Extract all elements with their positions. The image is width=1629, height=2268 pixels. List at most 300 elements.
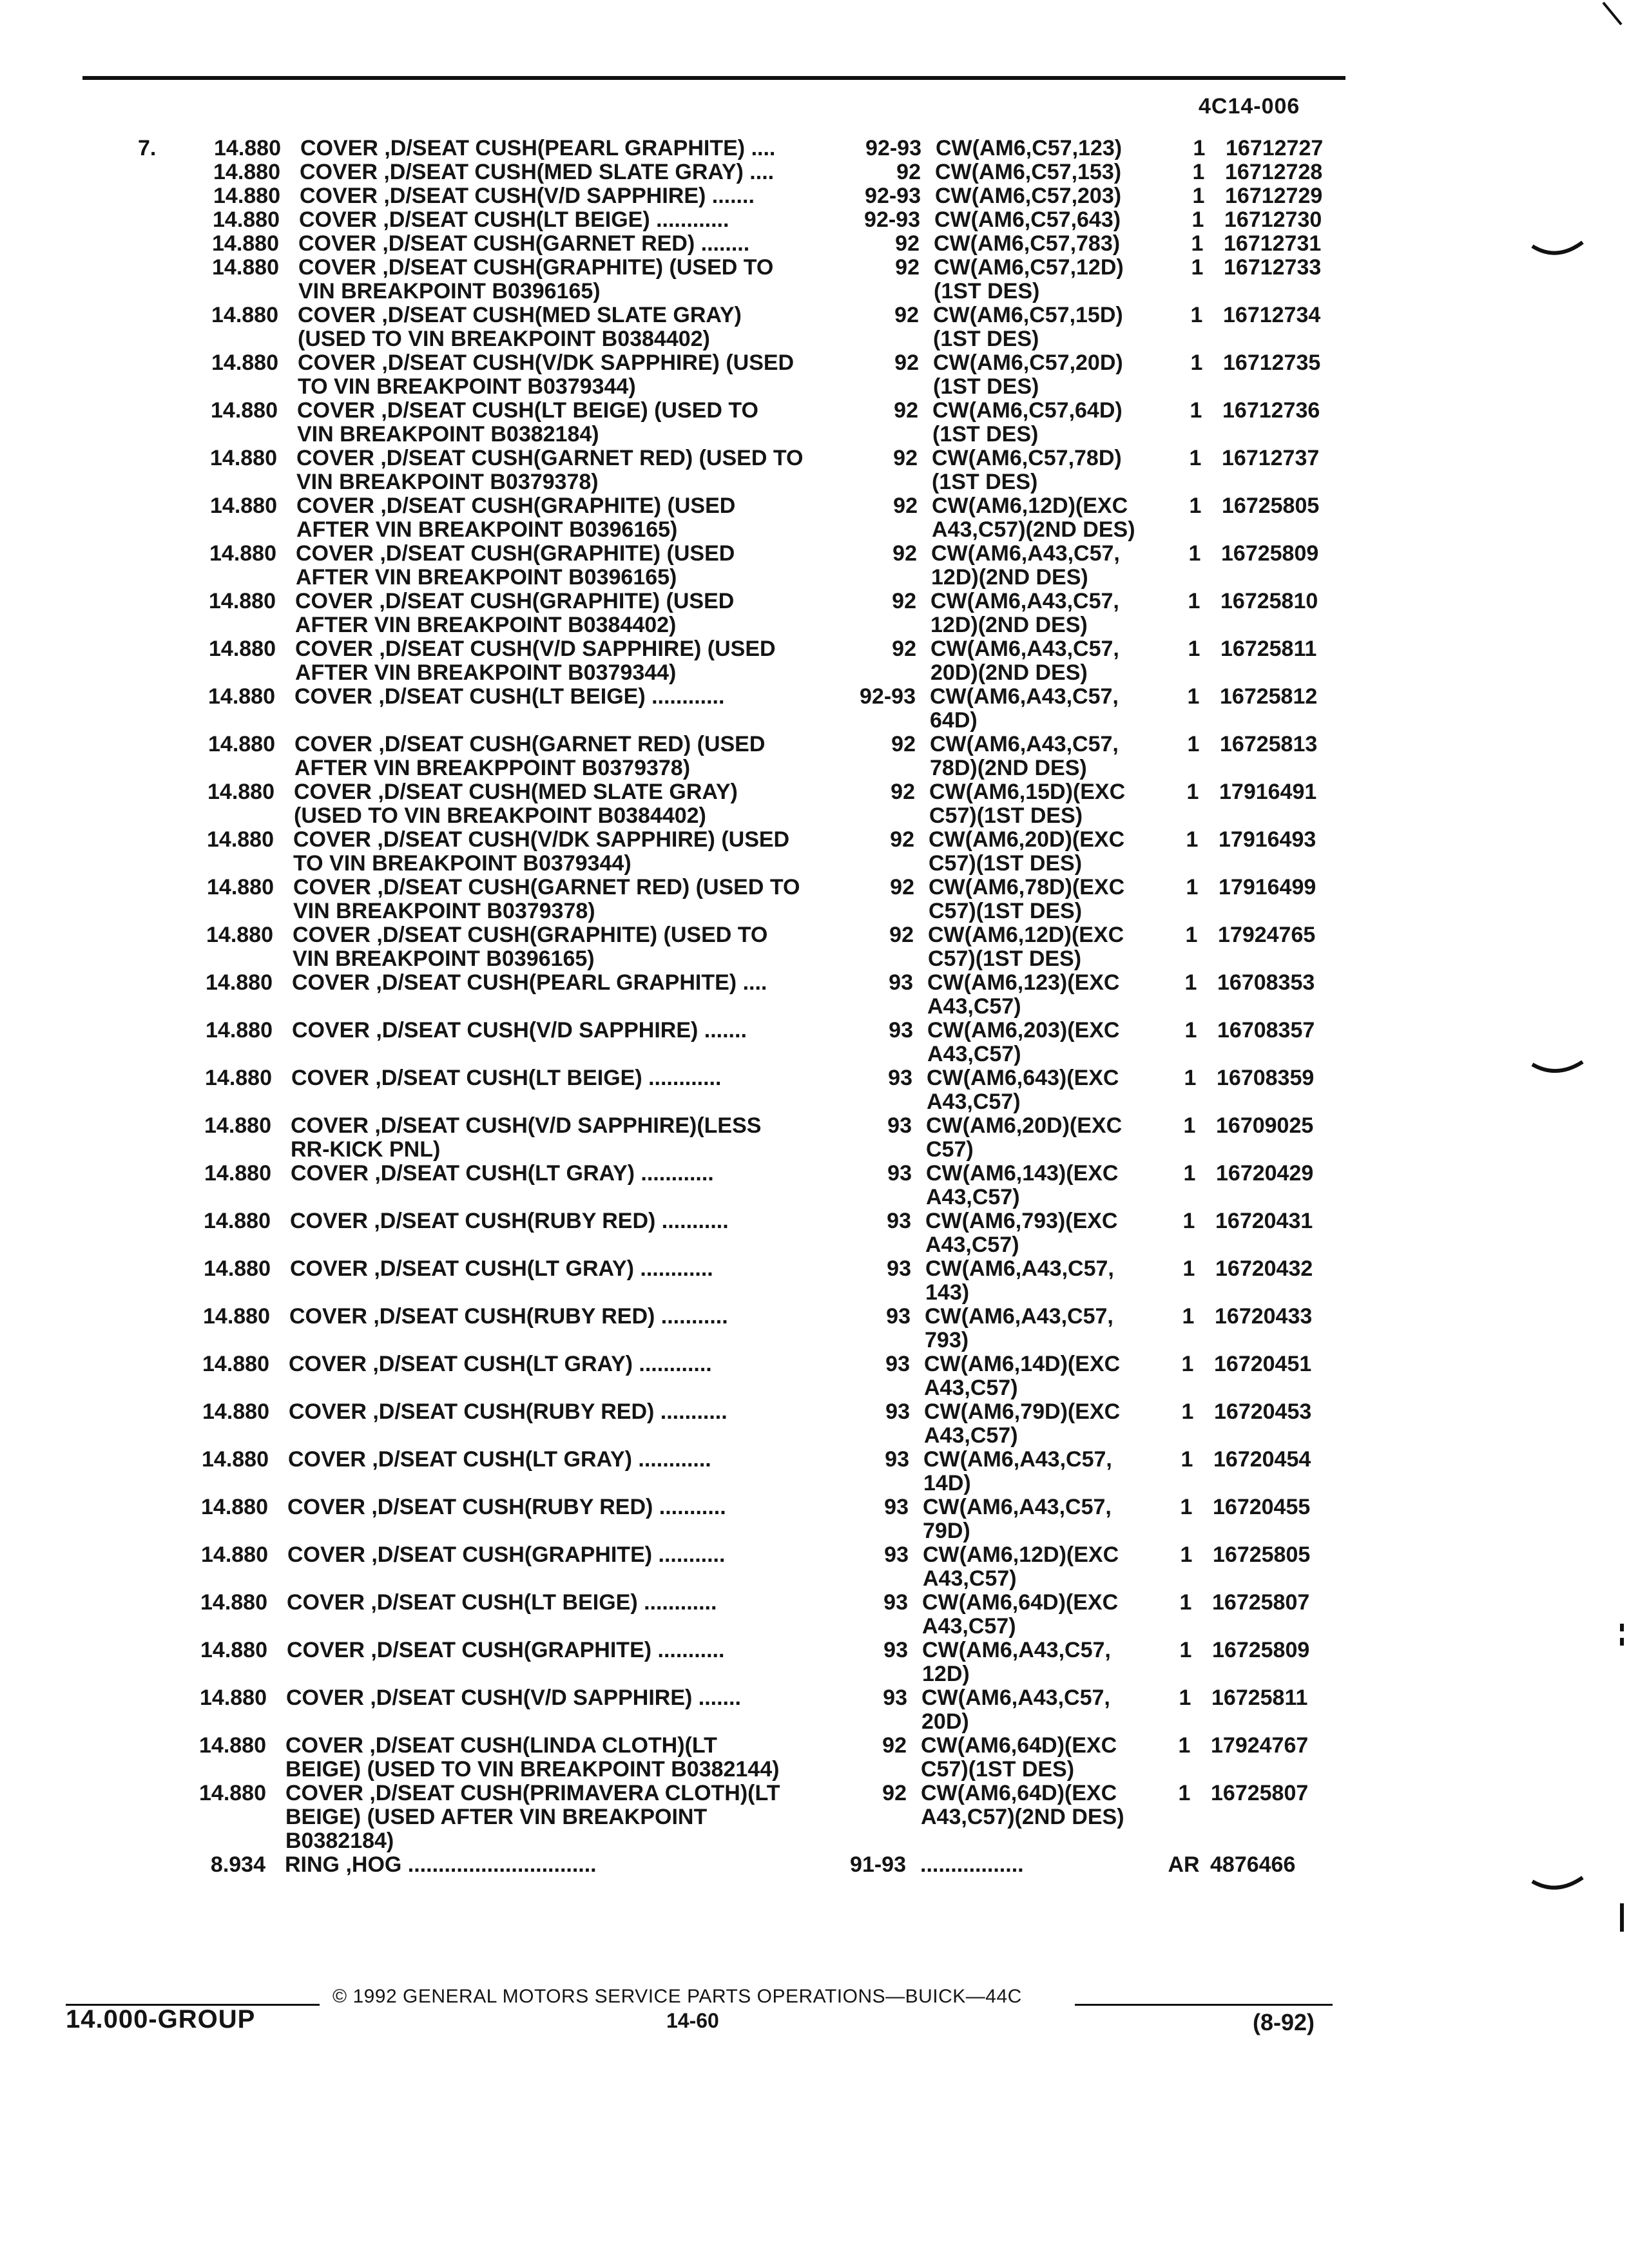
usage-code: CW(AM6,143)(EXC — [926, 1161, 1119, 1186]
model-year: 93 — [888, 1066, 912, 1090]
quantity: 1 — [1182, 1256, 1195, 1281]
part-number: 16712737 — [1222, 446, 1320, 470]
usage-code: CW(AM6,C57,78D) — [932, 446, 1122, 470]
usage-code: 78D)(2ND DES) — [930, 756, 1087, 780]
usage-code: CW(AM6,A43,C57, — [922, 1638, 1111, 1662]
table-row — [0, 542, 1624, 590]
part-number: 16725813 — [1220, 732, 1318, 756]
group-number: 14.880 — [207, 875, 274, 899]
model-year: 92 — [893, 494, 918, 518]
group-number: 14.880 — [206, 1018, 273, 1043]
quantity: 1 — [1178, 1781, 1191, 1805]
model-year: 92 — [891, 780, 915, 804]
group-number: 14.880 — [209, 637, 276, 661]
usage-code: CW(AM6,C57,15D) — [933, 303, 1123, 327]
usage-code: A43,C57) — [925, 1233, 1019, 1257]
part-description: COVER ,D/SEAT CUSH(RUBY RED) ........... — [290, 1209, 729, 1233]
part-description: COVER ,D/SEAT CUSH(GRAPHITE) (USED — [296, 494, 736, 518]
quantity: 1 — [1191, 231, 1204, 256]
usage-code: A43,C57) — [927, 1090, 1021, 1114]
model-year: 93 — [884, 1542, 909, 1567]
usage-code: CW(AM6,20D)(EXC — [929, 827, 1125, 852]
part-number: 16725807 — [1212, 1590, 1310, 1615]
part-number: 16712730 — [1224, 207, 1322, 232]
group-number: 14.880 — [212, 255, 279, 280]
model-year: 92 — [893, 446, 918, 470]
group-number: 14.880 — [200, 1638, 267, 1662]
part-description: (USED TO VIN BREAKPOINT B0384402) — [294, 803, 706, 828]
part-description: AFTER VIN BREAKPOINT B0396165) — [296, 565, 677, 590]
part-description: COVER ,D/SEAT CUSH(GARNET RED) (USED TO — [296, 446, 804, 470]
part-description: COVER ,D/SEAT CUSH(RUBY RED) ........... — [289, 1304, 728, 1329]
table-row — [0, 1543, 1616, 1591]
usage-code: ................. — [920, 1852, 1024, 1877]
model-year: 93 — [886, 1304, 911, 1329]
usage-code: CW(AM6,203)(EXC — [927, 1018, 1120, 1043]
usage-code: A43,C57)(2ND DES) — [921, 1805, 1124, 1829]
table-row — [0, 1782, 1614, 1853]
usage-code: 79D) — [923, 1519, 970, 1543]
usage-code: CW(AM6,C57,12D) — [934, 255, 1124, 280]
part-description: COVER ,D/SEAT CUSH(PEARL GRAPHITE) .... — [300, 136, 776, 160]
quantity: 1 — [1188, 541, 1201, 566]
page-number: 14-60 — [666, 2009, 719, 2032]
quantity: 1 — [1189, 446, 1202, 470]
part-description: COVER ,D/SEAT CUSH(GRAPHITE) (USED — [296, 541, 735, 566]
part-description: AFTER VIN BREAKPOINT B0396165) — [296, 517, 678, 542]
usage-code: 143) — [925, 1280, 970, 1305]
part-description: COVER ,D/SEAT CUSH(LT GRAY) ............ — [289, 1352, 712, 1376]
quantity: 1 — [1187, 732, 1200, 756]
model-year: 92 — [891, 732, 916, 756]
group-number: 14.880 — [209, 589, 276, 613]
group-number: 14.880 — [200, 1590, 267, 1615]
group-number: 14.880 — [213, 160, 280, 184]
usage-code: 12D)(2ND DES) — [931, 565, 1088, 590]
model-year: 92 — [894, 303, 919, 327]
part-description: COVER ,D/SEAT CUSH(LT BEIGE) (USED TO — [297, 398, 758, 423]
model-year: 93 — [885, 1352, 910, 1376]
part-description: BEIGE) (USED AFTER VIN BREAKPOINT — [285, 1805, 708, 1829]
part-description: VIN BREAKPOINT B0379378) — [296, 470, 599, 494]
part-number: 16712733 — [1224, 255, 1322, 280]
table-row — [0, 923, 1621, 971]
page-code: 4C14-006 — [1199, 94, 1300, 119]
model-year: 92 — [892, 637, 916, 661]
usage-code: CW(AM6,643)(EXC — [927, 1066, 1119, 1090]
table-row — [0, 876, 1622, 923]
part-number: 16725812 — [1220, 684, 1318, 709]
part-number: 4876466 — [1210, 1852, 1296, 1877]
quantity: 1 — [1180, 1495, 1193, 1519]
part-description: AFTER VIN BREAKPOINT B0379344) — [295, 660, 677, 685]
part-number: 16709025 — [1216, 1113, 1314, 1138]
table-row — [0, 637, 1624, 685]
part-description: COVER ,D/SEAT CUSH(PRIMAVERA CLOTH)(LT — [285, 1781, 780, 1805]
quantity: 1 — [1182, 1304, 1195, 1329]
usage-code: C57) — [926, 1137, 974, 1162]
part-number: 16708353 — [1217, 970, 1315, 995]
group-number: 14.880 — [208, 684, 275, 709]
part-description: COVER ,D/SEAT CUSH(LINDA CLOTH)(LT — [285, 1733, 717, 1758]
part-number: 17924767 — [1211, 1733, 1309, 1758]
part-number: 16712727 — [1226, 136, 1324, 160]
usage-code: CW(AM6,79D)(EXC — [924, 1399, 1121, 1424]
quantity: AR — [1168, 1852, 1200, 1877]
part-number: 16725810 — [1220, 589, 1318, 613]
quantity: 1 — [1179, 1686, 1191, 1710]
part-number: 16720455 — [1213, 1495, 1311, 1519]
part-description: COVER ,D/SEAT CUSH(LT GRAY) ............ — [291, 1161, 714, 1186]
table-row — [0, 1305, 1618, 1352]
part-description: COVER ,D/SEAT CUSH(V/D SAPPHIRE) ....... — [292, 1018, 747, 1043]
model-year: 93 — [889, 970, 913, 995]
usage-code: CW(AM6,123)(EXC — [927, 970, 1120, 995]
group-number: 14.880 — [199, 1733, 266, 1758]
table-row — [0, 447, 1625, 494]
quantity: 1 — [1192, 160, 1205, 184]
footer-rule-right — [1075, 2004, 1333, 2006]
part-number: 16725809 — [1221, 541, 1319, 566]
usage-code: A43,C57) — [922, 1614, 1016, 1639]
usage-code: CW(AM6,C57,20D) — [933, 351, 1123, 375]
part-number: 16725807 — [1211, 1781, 1309, 1805]
usage-code: 12D) — [922, 1662, 970, 1686]
quantity: 1 — [1181, 1352, 1194, 1376]
usage-code: 793) — [925, 1328, 969, 1352]
table-row — [0, 1257, 1619, 1305]
quantity: 1 — [1181, 1447, 1193, 1472]
margin-mark — [1531, 240, 1585, 265]
part-description: VIN BREAKPOINT B0396165) — [298, 279, 601, 303]
item-number: 7. — [138, 136, 157, 160]
part-description: B0382184) — [285, 1829, 394, 1853]
quantity: 1 — [1179, 1590, 1192, 1615]
usage-code: A43,C57) — [927, 994, 1021, 1019]
model-year: 92-93 — [864, 207, 920, 232]
group-number: 14.880 — [211, 303, 278, 327]
model-year: 93 — [887, 1256, 911, 1281]
model-year: 93 — [887, 1113, 912, 1138]
group-number: 14.880 — [204, 1209, 271, 1233]
group-number: 14.880 — [199, 1781, 266, 1805]
group-number: 14.880 — [207, 827, 274, 852]
model-year: 92 — [882, 1781, 907, 1805]
quantity: 1 — [1193, 136, 1206, 160]
part-description: COVER ,D/SEAT CUSH(MED SLATE GRAY) — [298, 303, 742, 327]
part-number: 16725809 — [1212, 1638, 1310, 1662]
usage-code: CW(AM6,C57,643) — [934, 207, 1121, 232]
group-number: 14.880 — [211, 398, 278, 423]
group-number: 14.880 — [213, 207, 280, 232]
part-description: VIN BREAKPOINT B0379378) — [293, 899, 595, 923]
part-number: 17916491 — [1219, 780, 1317, 804]
usage-code: (1ST DES) — [934, 279, 1040, 303]
model-year: 92-93 — [865, 136, 921, 160]
group-number: 14.880 — [201, 1542, 268, 1567]
part-description: RR-KICK PNL) — [291, 1137, 441, 1162]
model-year: 92 — [892, 541, 917, 566]
usage-code: 14D) — [923, 1471, 971, 1495]
table-row — [0, 208, 1628, 232]
table-row — [0, 1853, 1614, 1877]
table-row — [0, 160, 1628, 184]
table-row — [0, 137, 1629, 160]
group-number: 14.880 — [202, 1399, 269, 1424]
part-description: COVER ,D/SEAT CUSH(LT GRAY) ............ — [290, 1256, 713, 1281]
usage-code: CW(AM6,64D)(EXC — [921, 1733, 1117, 1758]
part-number: 17916499 — [1219, 875, 1316, 899]
group-label: 14.000-GROUP — [66, 2005, 256, 2033]
usage-code: CW(AM6,C57,153) — [935, 160, 1122, 184]
part-description: COVER ,D/SEAT CUSH(V/D SAPPHIRE) ....... — [286, 1686, 741, 1710]
quantity: 1 — [1186, 827, 1199, 852]
quantity: 1 — [1186, 780, 1199, 804]
part-number: 16725811 — [1211, 1686, 1308, 1710]
quantity: 1 — [1192, 184, 1205, 208]
part-description: COVER ,D/SEAT CUSH(LT GRAY) ............ — [288, 1447, 711, 1472]
usage-code: (1ST DES) — [932, 470, 1038, 494]
margin-mark — [1617, 1624, 1626, 1656]
quantity: 1 — [1179, 1638, 1192, 1662]
model-year: 93 — [883, 1638, 908, 1662]
quantity: 1 — [1182, 1209, 1195, 1233]
part-number: 16720433 — [1215, 1304, 1313, 1329]
part-number: 16720453 — [1214, 1399, 1312, 1424]
usage-code: CW(AM6,C57,783) — [934, 231, 1121, 256]
part-description: COVER ,D/SEAT CUSH(GRAPHITE) (USED TO — [293, 923, 768, 947]
usage-code: (1ST DES) — [933, 327, 1039, 351]
model-year: 92 — [882, 1733, 907, 1758]
quantity: 1 — [1183, 1113, 1196, 1138]
model-year: 92 — [889, 923, 914, 947]
part-number: 16708357 — [1217, 1018, 1315, 1043]
usage-code: CW(AM6,A43,C57, — [931, 541, 1120, 566]
part-description: COVER ,D/SEAT CUSH(LT BEIGE) ............ — [294, 684, 725, 709]
group-number: 14.880 — [203, 1304, 270, 1329]
quantity: 1 — [1184, 1018, 1197, 1043]
part-description: TO VIN BREAKPOINT B0379344) — [298, 374, 636, 399]
quantity: 1 — [1180, 1542, 1193, 1567]
part-description: (USED TO VIN BREAKPOINT B0384402) — [298, 327, 710, 351]
part-number: 16708359 — [1217, 1066, 1315, 1090]
quantity: 1 — [1190, 303, 1203, 327]
part-number: 16720451 — [1214, 1352, 1312, 1376]
group-number: 14.880 — [205, 1066, 272, 1090]
model-year: 92-93 — [865, 184, 921, 208]
table-row — [0, 685, 1623, 733]
part-description: COVER ,D/SEAT CUSH(GRAPHITE) ........... — [287, 1542, 726, 1567]
part-number: 16712735 — [1223, 351, 1321, 375]
table-row — [0, 1162, 1619, 1209]
part-description: COVER ,D/SEAT CUSH(MED SLATE GRAY) .... — [300, 160, 775, 184]
group-number: 14.880 — [210, 494, 277, 518]
table-row — [0, 1400, 1617, 1448]
quantity: 1 — [1183, 1161, 1196, 1186]
part-number: 17924765 — [1218, 923, 1316, 947]
model-year: 93 — [885, 1399, 910, 1424]
part-description: TO VIN BREAKPOINT B0379344) — [293, 851, 631, 876]
quantity: 1 — [1190, 351, 1203, 375]
usage-code: 20D)(2ND DES) — [930, 660, 1088, 685]
usage-code: CW(AM6,A43,C57, — [923, 1495, 1112, 1519]
table-row — [0, 1639, 1615, 1686]
quantity: 1 — [1185, 923, 1198, 947]
part-description: COVER ,D/SEAT CUSH(LT BEIGE) ............ — [291, 1066, 722, 1090]
quantity: 1 — [1191, 207, 1204, 232]
revision-date: (8-92) — [1253, 2009, 1315, 2035]
usage-code: CW(AM6,A43,C57, — [930, 684, 1119, 709]
quantity: 1 — [1188, 589, 1200, 613]
group-number: 14.880 — [201, 1495, 268, 1519]
group-number: 14.880 — [206, 970, 273, 995]
usage-code: (1ST DES) — [932, 422, 1039, 447]
table-row — [0, 303, 1626, 351]
group-number: 14.880 — [211, 351, 278, 375]
part-number: 16712736 — [1222, 398, 1320, 423]
group-number: 14.880 — [204, 1161, 271, 1186]
quantity: 1 — [1190, 398, 1202, 423]
table-row — [0, 971, 1621, 1019]
part-description: COVER ,D/SEAT CUSH(V/DK SAPPHIRE) (USED — [293, 827, 790, 852]
usage-code: CW(AM6,14D)(EXC — [924, 1352, 1121, 1376]
part-description: COVER ,D/SEAT CUSH(GRAPHITE) ........... — [287, 1638, 725, 1662]
part-number: 16725805 — [1222, 494, 1320, 518]
usage-code: A43,C57)(2ND DES) — [932, 517, 1135, 542]
group-number: 14.880 — [200, 1686, 267, 1710]
usage-code: CW(AM6,12D)(EXC — [923, 1542, 1119, 1567]
model-year: 92 — [896, 160, 921, 184]
part-number: 16720429 — [1216, 1161, 1314, 1186]
part-number: 16720432 — [1215, 1256, 1313, 1281]
part-number: 16720431 — [1215, 1209, 1313, 1233]
quantity: 1 — [1189, 494, 1202, 518]
table-row — [0, 1352, 1617, 1400]
model-year: 92-93 — [860, 684, 916, 709]
margin-mark — [1531, 1875, 1585, 1901]
part-description: COVER ,D/SEAT CUSH(RUBY RED) ........... — [289, 1399, 728, 1424]
group-number: 14.880 — [204, 1256, 271, 1281]
model-year: 91-93 — [850, 1852, 906, 1877]
group-number: 14.880 — [207, 780, 275, 804]
usage-code: 12D)(2ND DES) — [930, 613, 1088, 637]
part-number: 16712734 — [1223, 303, 1321, 327]
usage-code: CW(AM6,A43,C57, — [923, 1447, 1112, 1472]
quantity: 1 — [1188, 637, 1200, 661]
table-row — [0, 494, 1625, 542]
group-number: 14.880 — [209, 541, 276, 566]
part-description: VIN BREAKPOINT B0382184) — [297, 422, 599, 447]
part-description: COVER ,D/SEAT CUSH(GARNET RED) ........ — [298, 231, 750, 256]
usage-code: CW(AM6,64D)(EXC — [921, 1781, 1117, 1805]
table-row — [0, 1734, 1614, 1782]
group-number: 14.880 — [214, 136, 281, 160]
model-year: 93 — [883, 1686, 907, 1710]
group-number: 14.880 — [206, 923, 273, 947]
usage-code: A43,C57) — [926, 1185, 1020, 1209]
part-description: COVER ,D/SEAT CUSH(V/D SAPPHIRE) ....... — [300, 184, 755, 208]
model-year: 92 — [895, 255, 920, 280]
model-year: 93 — [884, 1495, 909, 1519]
quantity: 1 — [1191, 255, 1204, 280]
group-number: 14.880 — [204, 1113, 271, 1138]
table-row — [0, 1209, 1619, 1257]
model-year: 93 — [883, 1590, 908, 1615]
part-description: COVER ,D/SEAT CUSH(LT BEIGE) ............ — [299, 207, 729, 232]
usage-code: CW(AM6,12D)(EXC — [928, 923, 1124, 947]
usage-code: CW(AM6,C57,64D) — [932, 398, 1123, 423]
part-number: 16712728 — [1225, 160, 1323, 184]
model-year: 92 — [892, 589, 916, 613]
model-year: 93 — [885, 1447, 909, 1472]
table-row — [0, 399, 1626, 447]
part-description: COVER ,D/SEAT CUSH(V/D SAPPHIRE)(LESS — [291, 1113, 762, 1138]
usage-code: (1ST DES) — [933, 374, 1039, 399]
quantity: 1 — [1187, 684, 1200, 709]
usage-code: CW(AM6,78D)(EXC — [929, 875, 1125, 899]
usage-code: CW(AM6,64D)(EXC — [922, 1590, 1119, 1615]
part-description: COVER ,D/SEAT CUSH(GRAPHITE) (USED — [295, 589, 735, 613]
model-year: 92 — [894, 351, 919, 375]
part-description: AFTER VIN BREAKPOINT B0384402) — [295, 613, 677, 637]
group-number: 14.880 — [212, 231, 279, 256]
quantity: 1 — [1186, 875, 1199, 899]
table-row — [0, 256, 1627, 303]
part-description: VIN BREAKPOINT B0396165) — [293, 947, 595, 971]
table-row — [0, 1066, 1620, 1114]
quantity: 1 — [1184, 1066, 1197, 1090]
quantity: 1 — [1178, 1733, 1191, 1758]
part-description: COVER ,D/SEAT CUSH(V/DK SAPPHIRE) (USED — [298, 351, 795, 375]
margin-mark — [1617, 1903, 1626, 1936]
part-number: 16720454 — [1213, 1447, 1311, 1472]
part-description: COVER ,D/SEAT CUSH(V/D SAPPHIRE) (USED — [295, 637, 776, 661]
table-row — [0, 733, 1623, 780]
part-description: COVER ,D/SEAT CUSH(PEARL GRAPHITE) .... — [292, 970, 767, 995]
usage-code: CW(AM6,A43,C57, — [930, 637, 1119, 661]
usage-code: C57)(1ST DES) — [921, 1757, 1075, 1782]
usage-code: CW(AM6,C57,203) — [935, 184, 1122, 208]
usage-code: C57)(1ST DES) — [929, 899, 1083, 923]
usage-code: CW(AM6,A43,C57, — [925, 1304, 1113, 1329]
group-number: 14.880 — [202, 1447, 269, 1472]
table-row — [0, 590, 1624, 637]
part-description: COVER ,D/SEAT CUSH(LT BEIGE) ............ — [287, 1590, 717, 1615]
part-number: 16725811 — [1220, 637, 1317, 661]
model-year: 93 — [887, 1161, 912, 1186]
top-rule — [82, 76, 1345, 80]
margin-mark — [1531, 1059, 1585, 1085]
usage-code: CW(AM6,A43,C57, — [921, 1686, 1110, 1710]
part-description: COVER ,D/SEAT CUSH(GARNET RED) (USED TO — [293, 875, 800, 899]
usage-code: CW(AM6,12D)(EXC — [932, 494, 1128, 518]
usage-code: C57)(1ST DES) — [928, 947, 1082, 971]
margin-mark — [1602, 1, 1624, 27]
part-description: COVER ,D/SEAT CUSH(GRAPHITE) (USED TO — [298, 255, 774, 280]
usage-code: A43,C57) — [924, 1423, 1018, 1448]
table-row — [0, 184, 1628, 208]
group-number: 14.880 — [213, 184, 280, 208]
part-number: 16725805 — [1213, 1542, 1311, 1567]
part-description: BEIGE) (USED TO VIN BREAKPOINT B0382144) — [285, 1757, 780, 1782]
usage-code: A43,C57) — [927, 1042, 1021, 1066]
part-description: COVER ,D/SEAT CUSH(RUBY RED) ........... — [287, 1495, 726, 1519]
group-number: 14.880 — [202, 1352, 269, 1376]
usage-code: CW(AM6,15D)(EXC — [929, 780, 1126, 804]
usage-code: A43,C57) — [924, 1376, 1018, 1400]
group-number: 8.934 — [210, 1852, 265, 1877]
table-row — [0, 1019, 1621, 1066]
